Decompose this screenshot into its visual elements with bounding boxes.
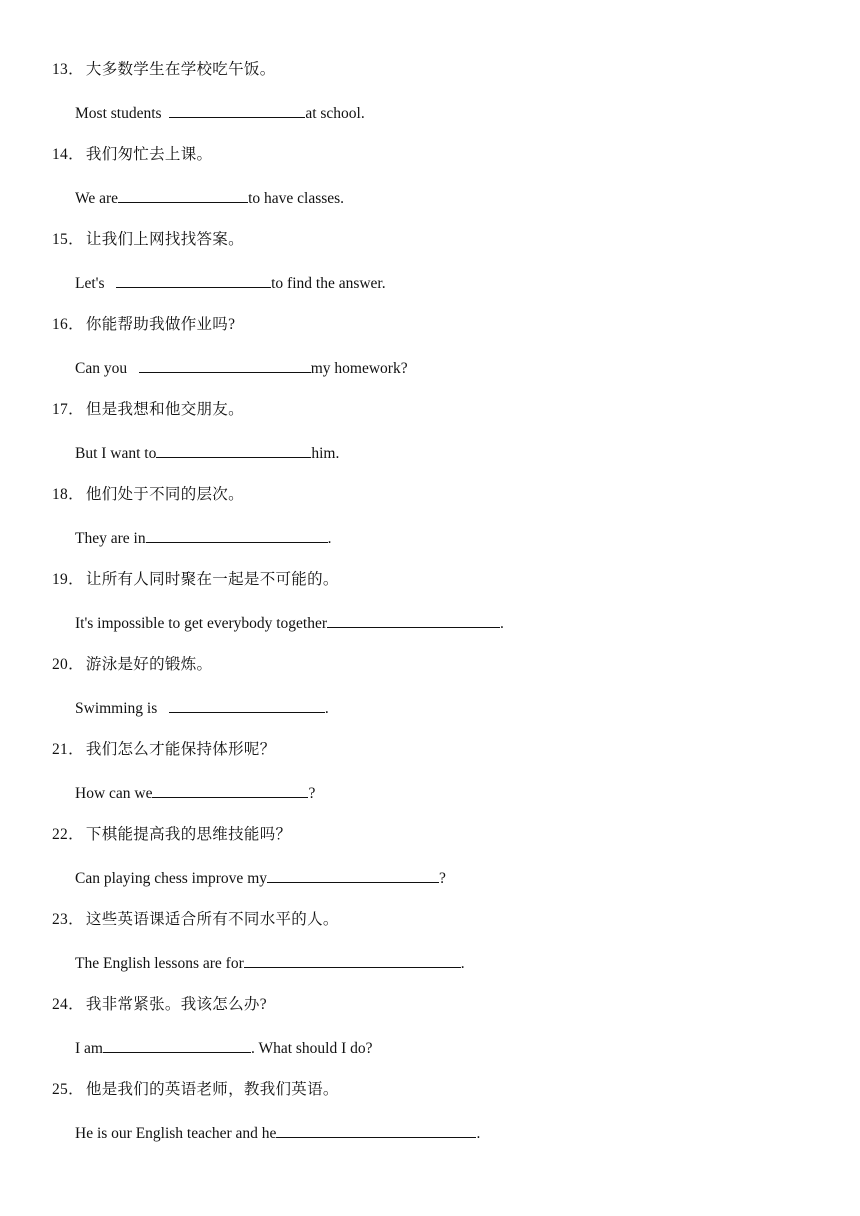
question-number: 18．: [52, 486, 84, 503]
answer-blank[interactable]: [103, 1038, 251, 1053]
question-number: 21．: [52, 741, 84, 758]
question-number: 19．: [52, 571, 84, 588]
answer-prefix: They are in: [75, 530, 146, 547]
chinese-sentence: 你能帮助我做作业吗?: [85, 316, 236, 333]
answer-blank[interactable]: [152, 783, 308, 798]
question-number: 25．: [52, 1081, 84, 1098]
chinese-sentence: 让我们上网找找答案。: [85, 231, 244, 248]
question-item-15: [0, 230, 860, 315]
answer-blank[interactable]: [267, 868, 439, 883]
answer-suffix: him.: [311, 445, 340, 462]
answer-suffix: .: [327, 530, 332, 547]
answer-prefix: We are: [75, 190, 119, 207]
chinese-sentence: 我们怎么才能保持体形呢？: [85, 741, 276, 758]
answer-line: [75, 528, 331, 549]
answer-prefix: The English lessons are for: [75, 955, 244, 972]
answer-suffix: to find the answer.: [271, 275, 386, 292]
question-item-20: [0, 655, 860, 740]
chinese-sentence: 下棋能提高我的思维技能吗？: [85, 826, 292, 843]
question-number: 24．: [52, 996, 84, 1013]
question-number: 22．: [52, 826, 84, 843]
answer-blank[interactable]: [156, 443, 311, 458]
answer-prefix: Let's: [75, 275, 105, 292]
question-prompt: [52, 995, 267, 1015]
answer-line: [75, 103, 365, 124]
answer-suffix: my homework?: [310, 360, 408, 377]
question-number: 14．: [52, 146, 84, 163]
answer-prefix: Can playing chess improve my: [75, 870, 267, 887]
question-item-18: [0, 485, 860, 570]
answer-suffix: . What should I do?: [250, 1040, 373, 1057]
answer-blank[interactable]: [169, 103, 305, 118]
question-item-13: [0, 60, 860, 145]
answer-blank[interactable]: [244, 953, 461, 968]
answer-line: [75, 273, 386, 294]
answer-line: [75, 698, 329, 719]
answer-suffix: to have classes.: [248, 190, 345, 207]
chinese-sentence: 但是我想和他交朋友。: [85, 401, 244, 418]
answer-blank[interactable]: [116, 273, 271, 288]
chinese-sentence: 我们匆忙去上课。: [85, 146, 213, 163]
answer-blank[interactable]: [118, 188, 248, 203]
answer-suffix: ?: [439, 870, 446, 887]
question-item-14: [0, 145, 860, 230]
chinese-sentence: 他们处于不同的层次。: [85, 486, 244, 503]
question-item-23: [0, 910, 860, 995]
answer-prefix: Most students: [75, 105, 162, 122]
question-number: 17．: [52, 401, 84, 418]
answer-line: [75, 953, 465, 974]
question-prompt: [52, 145, 212, 165]
answer-blank[interactable]: [146, 528, 328, 543]
answer-suffix: .: [500, 615, 504, 632]
chinese-sentence: 让所有人同时聚在一起是不可能的。: [85, 571, 339, 588]
question-item-25: [0, 1080, 860, 1165]
answer-line: [75, 1123, 480, 1144]
question-item-24: [0, 995, 860, 1080]
answer-prefix: How can we: [75, 785, 153, 802]
answer-suffix: .: [460, 955, 465, 972]
answer-line: [75, 443, 339, 464]
chinese-sentence: 这些英语课适合所有不同水平的人。: [85, 911, 339, 928]
answer-suffix: .: [324, 700, 329, 717]
answer-prefix: Can you: [75, 360, 128, 377]
answer-blank[interactable]: [139, 358, 311, 373]
answer-blank[interactable]: [169, 698, 325, 713]
chinese-sentence: 我非常紧张。我该怎么办?: [85, 996, 267, 1013]
question-item-19: [0, 570, 860, 655]
answer-line: [75, 868, 446, 889]
question-prompt: [52, 230, 244, 250]
answer-suffix: ?: [308, 785, 316, 802]
question-prompt: [52, 740, 276, 760]
chinese-sentence: 游泳是好的锻炼。: [85, 656, 213, 673]
question-prompt: [52, 570, 339, 590]
answer-prefix: But I want to: [75, 445, 157, 462]
question-prompt: [52, 655, 212, 675]
question-prompt: [52, 1080, 339, 1100]
answer-line: [75, 1038, 373, 1059]
answer-blank[interactable]: [276, 1123, 476, 1138]
answer-line: [75, 783, 315, 804]
question-number: 20．: [52, 656, 84, 673]
question-prompt: [52, 910, 339, 930]
answer-line: [75, 188, 344, 209]
question-item-17: [0, 400, 860, 485]
chinese-sentence: 大多数学生在学校吃午饭。: [85, 61, 276, 78]
question-prompt: [52, 315, 235, 335]
answer-prefix: I am: [75, 1040, 103, 1057]
chinese-sentence: 他是我们的英语老师，教我们英语。: [85, 1081, 339, 1098]
question-prompt: [52, 60, 276, 80]
question-item-16: [0, 315, 860, 400]
question-prompt: [52, 400, 244, 420]
answer-line: [75, 358, 408, 379]
question-item-22: [0, 825, 860, 910]
answer-suffix: at school.: [305, 105, 365, 122]
question-number: 16．: [52, 316, 84, 333]
question-number: 15．: [52, 231, 84, 248]
answer-prefix: Swimming is: [75, 700, 158, 717]
question-prompt: [52, 485, 244, 505]
question-prompt: [52, 825, 291, 845]
answer-line: [75, 613, 504, 634]
answer-blank[interactable]: [327, 613, 500, 628]
question-item-21: [0, 740, 860, 825]
answer-prefix: It's impossible to get everybody together: [75, 615, 328, 632]
question-number: 13．: [52, 61, 84, 78]
answer-suffix: .: [476, 1125, 481, 1142]
question-number: 23．: [52, 911, 84, 928]
answer-prefix: He is our English teacher and he: [75, 1125, 277, 1142]
